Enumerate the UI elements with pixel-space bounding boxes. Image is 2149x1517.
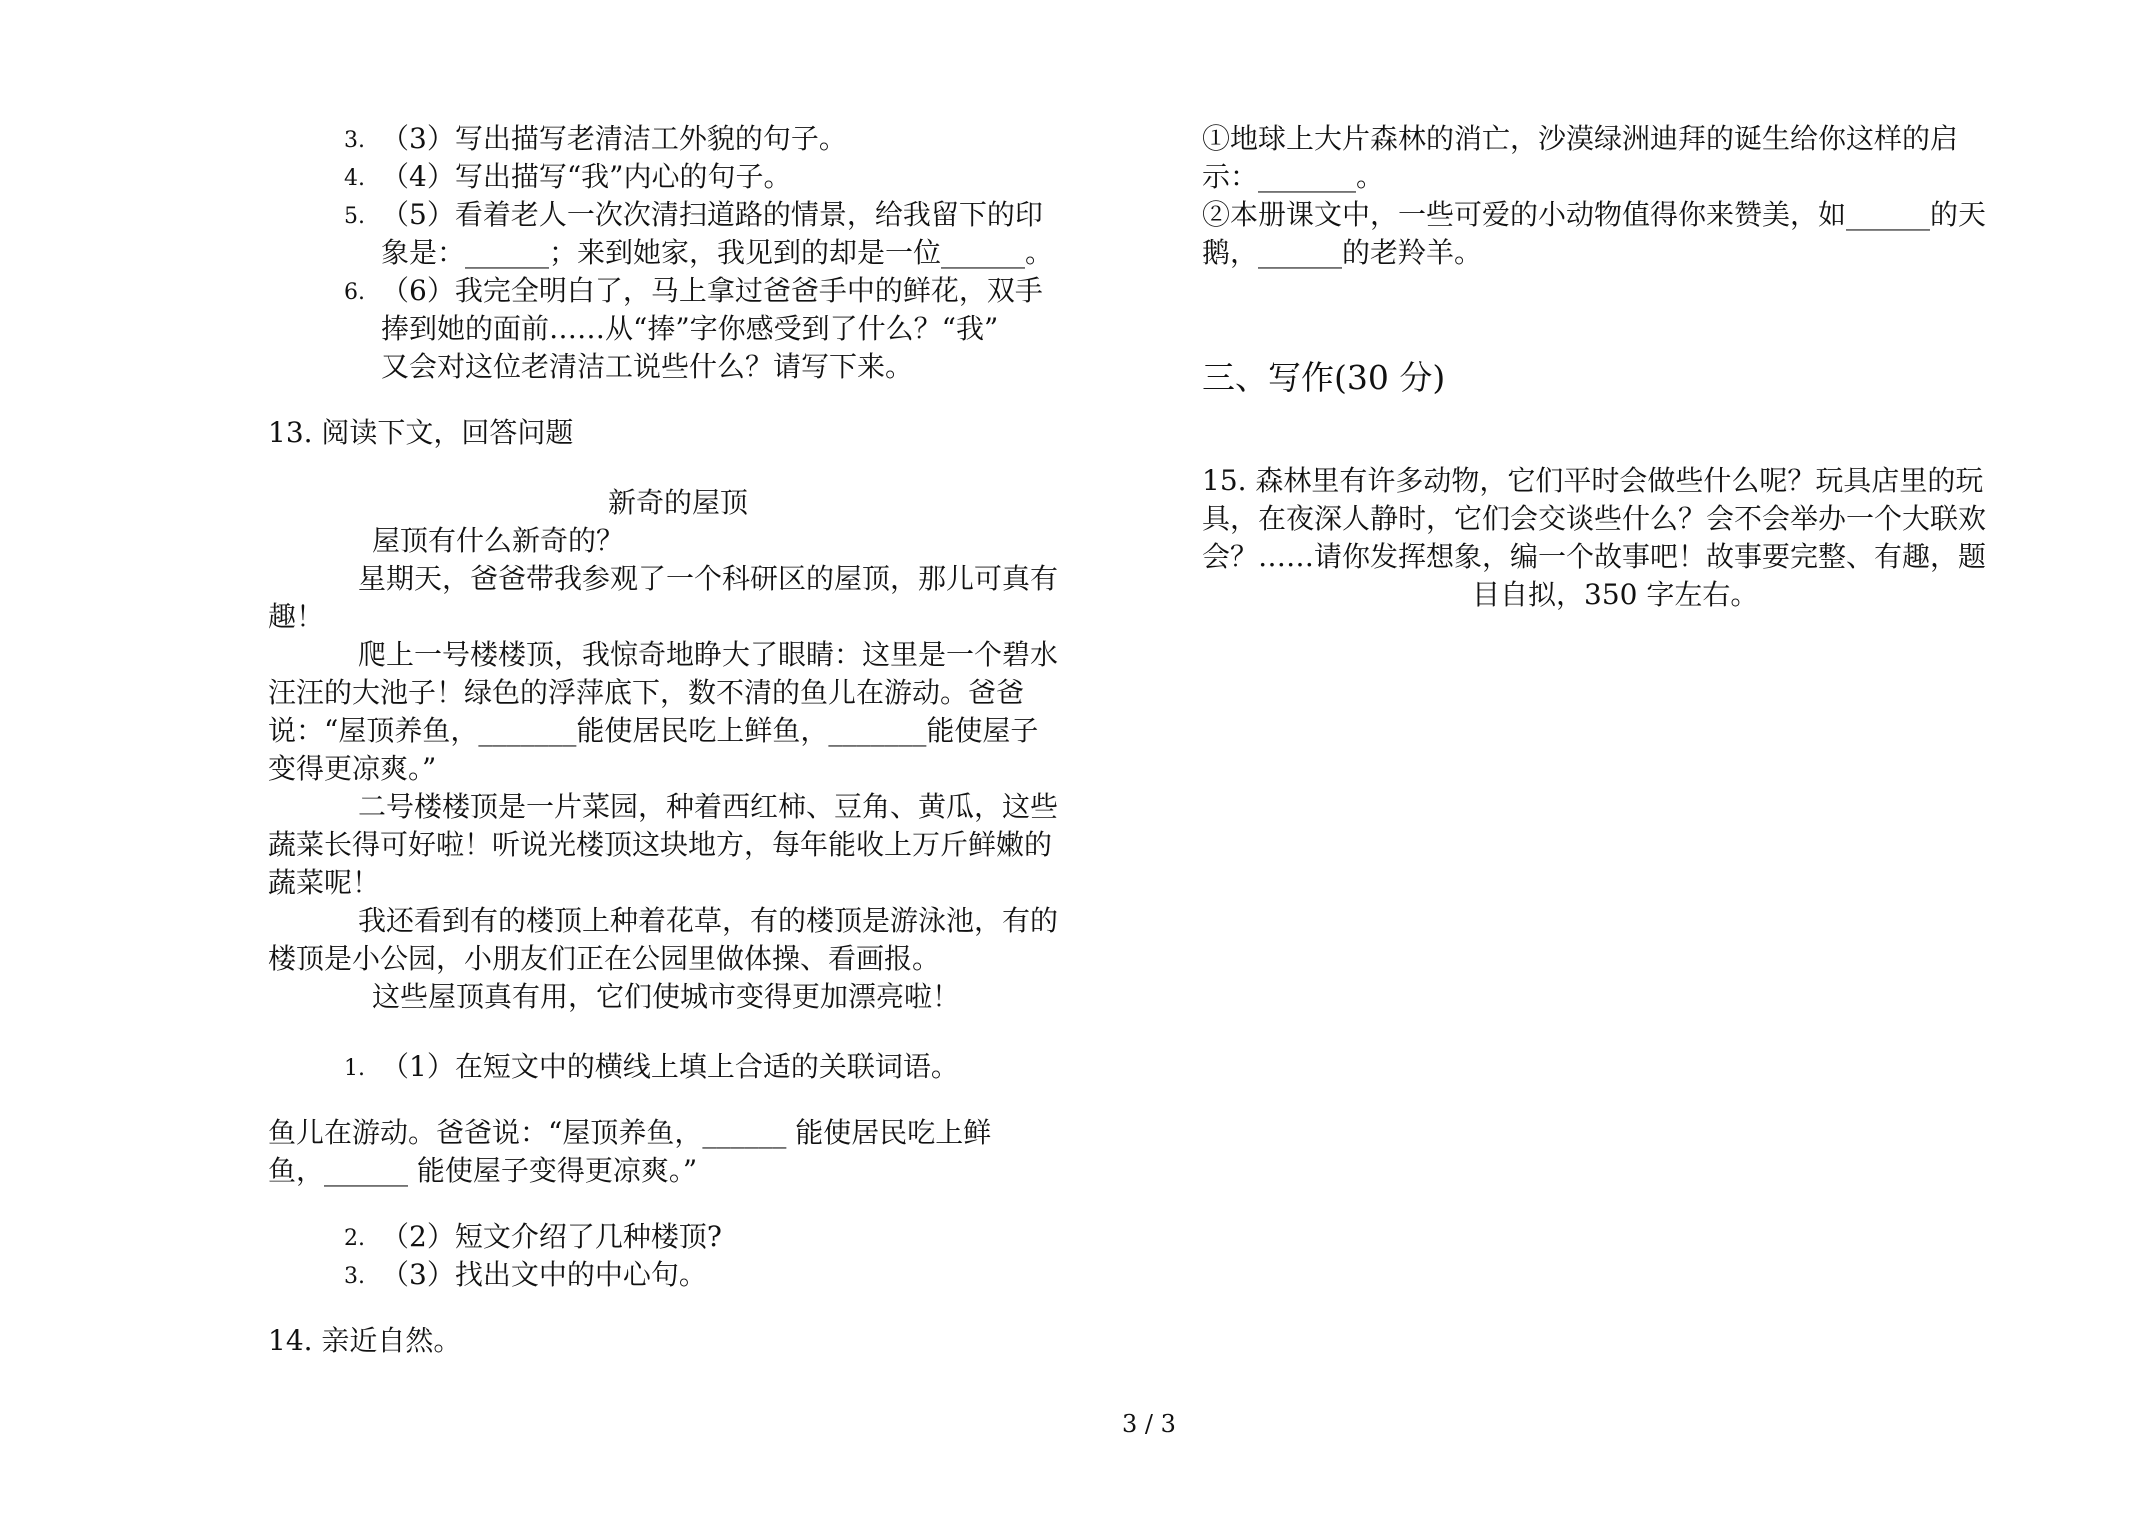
item-number: 1. [344, 1056, 365, 1081]
question-14-line: ②本册课文中，一些可爱的小动物值得你来赞美，如______的天 [1202, 198, 1987, 231]
question-text: 捧到她的面前……从“捧”字你感受到了什么？“我” [381, 312, 999, 345]
item-number: 6. [344, 280, 365, 305]
question-text: （4）写出描写“我”内心的句子。 [381, 160, 792, 193]
question-14-heading: 14. 亲近自然。 [268, 1324, 462, 1357]
item-number: 3. [344, 128, 365, 153]
passage-line: 趣！ [268, 600, 325, 633]
question-14-line: 示：_______。 [1202, 160, 1385, 193]
question-14-line: 鹅，______的老羚羊。 [1202, 236, 1483, 269]
passage-line: 汪汪的大池子！绿色的浮萍底下，数不清的鱼儿在游动。爸爸 [268, 676, 1025, 709]
question-13-heading: 13. 阅读下文，回答问题 [268, 416, 574, 449]
passage-line: 我还看到有的楼顶上种着花草，有的楼顶是游泳池，有的 [358, 904, 1059, 937]
question-15-line: 15. 森林里有许多动物，它们平时会做些什么呢？玩具店里的玩 [1202, 464, 1984, 497]
passage-line: 屋顶有什么新奇的？ [372, 524, 625, 557]
item-number: 4. [344, 166, 365, 191]
item-number: 2. [344, 1226, 365, 1251]
item-number: 3. [344, 1264, 365, 1289]
question-text: （3）找出文中的中心句。 [381, 1258, 707, 1291]
fill-blank-line: 鱼儿在游动。爸爸说：“屋顶养鱼，______ 能使居民吃上鲜 [268, 1116, 992, 1149]
passage-line: 变得更凉爽。” [268, 752, 437, 785]
section-3-title: 三、写作(30 分) [1202, 358, 1446, 397]
passage-title: 新奇的屋顶 [608, 486, 749, 519]
question-text: （6）我完全明白了，马上拿过爸爸手中的鲜花，双手 [381, 274, 1043, 307]
question-15-line: 目自拟，350 字左右。 [1472, 578, 1759, 611]
passage-line: 这些屋顶真有用，它们使城市变得更加漂亮啦！ [372, 980, 961, 1013]
passage-line: 二号楼楼顶是一片菜园，种着西红柿、豆角、黄瓜，这些 [358, 790, 1059, 823]
question-text: （2）短文介绍了几种楼顶? [381, 1220, 722, 1253]
passage-line: 星期天，爸爸带我参观了一个科研区的屋顶，那儿可真有 [358, 562, 1059, 595]
item-number: 5. [344, 204, 365, 229]
question-text: （3）写出描写老清洁工外貌的句子。 [381, 122, 847, 155]
question-text: 又会对这位老清洁工说些什么？请写下来。 [381, 350, 914, 383]
passage-line: 蔬菜长得可好啦！听说光楼顶这块地方，每年能收上万斤鲜嫩的 [268, 828, 1053, 861]
fill-blank-line: 鱼，______ 能使屋子变得更凉爽。” [268, 1154, 698, 1187]
question-text: 象是：______；来到她家，我见到的却是一位______。 [381, 236, 1054, 269]
passage-line: 楼顶是小公园，小朋友们正在公园里做体操、看画报。 [268, 942, 941, 975]
page-number: 3 / 3 [1122, 1410, 1176, 1438]
question-text: （1）在短文中的横线上填上合适的关联词语。 [381, 1050, 959, 1083]
passage-line: 蔬菜呢！ [268, 866, 381, 899]
question-15-line: 会？……请你发挥想象，编一个故事吧！故事要完整、有趣，题 [1202, 540, 1987, 573]
passage-line: 说：“屋顶养鱼，_______能使居民吃上鲜鱼，_______能使屋子 [268, 714, 1039, 747]
question-15-line: 具，在夜深人静时，它们会交谈些什么？会不会举办一个大联欢 [1202, 502, 1987, 535]
passage-line: 爬上一号楼楼顶，我惊奇地睁大了眼睛：这里是一个碧水 [358, 638, 1059, 671]
question-14-line: ①地球上大片森林的消亡，沙漠绿洲迪拜的诞生给你这样的启 [1202, 122, 1959, 155]
question-text: （5）看着老人一次次清扫道路的情景，给我留下的印 [381, 198, 1043, 231]
